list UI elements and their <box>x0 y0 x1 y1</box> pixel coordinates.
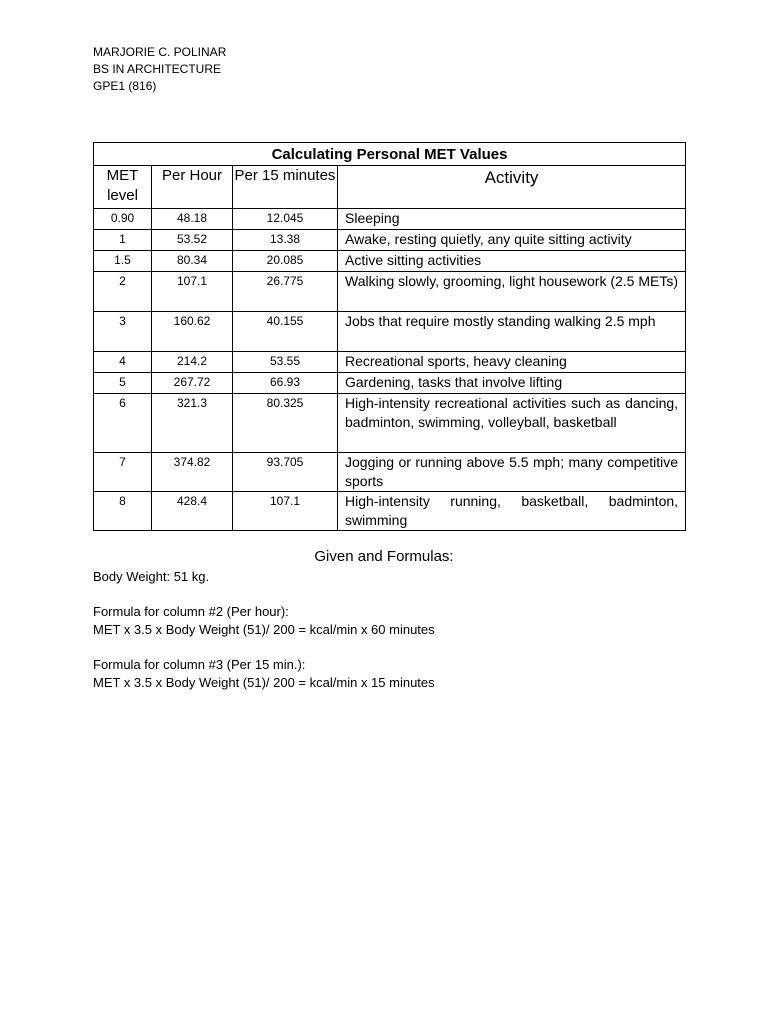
met-level-cell: 5 <box>94 373 152 394</box>
student-header <box>93 44 226 95</box>
per-15-cell: 13.38 <box>233 230 338 251</box>
per-hour-cell: 321.3 <box>152 394 233 453</box>
formulas-section <box>93 568 435 692</box>
met-values-table <box>93 142 686 531</box>
activity-cell: High-intensity running, basketball, badminton, swimming <box>338 492 686 531</box>
column-header-per-hour: Per Hour <box>152 166 233 209</box>
activity-cell: Recreational sports, heavy cleaning <box>338 352 686 373</box>
met-level-cell: 6 <box>94 394 152 453</box>
activity-cell: Sleeping <box>338 209 686 230</box>
met-level-cell: 1.5 <box>94 251 152 272</box>
per-15-cell: 20.085 <box>233 251 338 272</box>
met-level-cell: 3 <box>94 312 152 352</box>
per-hour-cell: 80.34 <box>152 251 233 272</box>
met-level-cell: 8 <box>94 492 152 531</box>
student-name: MARJORIE C. POLINAR <box>93 45 227 59</box>
activity-cell: Gardening, tasks that involve lifting <box>338 373 686 394</box>
table-row <box>94 312 686 352</box>
per-15-cell: 93.705 <box>233 453 338 492</box>
per-15-cell: 26.775 <box>233 272 338 312</box>
table-title: Calculating Personal MET Values <box>94 143 686 166</box>
formula-2-text: MET x 3.5 x Body Weight (51)/ 200 = kcal/min x 15 minutes <box>93 675 435 690</box>
column-header-met-level: MET level <box>94 166 152 209</box>
met-level-cell: 0.90 <box>94 209 152 230</box>
student-section: GPE1 (816) <box>93 79 157 93</box>
per-hour-cell: 53.52 <box>152 230 233 251</box>
table-row <box>94 394 686 453</box>
table-row <box>94 453 686 492</box>
formula-1-label: Formula for column #2 (Per hour): <box>93 604 289 619</box>
met-level-cell: 1 <box>94 230 152 251</box>
per-hour-cell: 107.1 <box>152 272 233 312</box>
met-level-cell: 7 <box>94 453 152 492</box>
per-15-cell: 53.55 <box>233 352 338 373</box>
activity-cell: High-intensity recreational activities such as dancing, badminton, swimming, volleyball, basketball <box>338 394 686 453</box>
table-row <box>94 251 686 272</box>
per-15-cell: 80.325 <box>233 394 338 453</box>
per-hour-cell: 374.82 <box>152 453 233 492</box>
body-weight-text: Body Weight: 51 kg. <box>93 569 210 584</box>
per-15-cell: 40.155 <box>233 312 338 352</box>
given-heading: Given and Formulas: <box>314 548 454 565</box>
table-row <box>94 230 686 251</box>
table-row <box>94 373 686 394</box>
table-row <box>94 352 686 373</box>
per-15-cell: 66.93 <box>233 373 338 394</box>
formula-2-label: Formula for column #3 (Per 15 min.): <box>93 657 306 672</box>
student-course: BS IN ARCHITECTURE <box>93 62 222 76</box>
activity-cell: Jogging or running above 5.5 mph; many competitive sports <box>338 453 686 492</box>
per-hour-cell: 428.4 <box>152 492 233 531</box>
per-hour-cell: 160.62 <box>152 312 233 352</box>
per-hour-cell: 214.2 <box>152 352 233 373</box>
activity-cell: Jobs that require mostly standing walking 2.5 mph <box>338 312 686 352</box>
activity-cell: Active sitting activities <box>338 251 686 272</box>
per-15-cell: 107.1 <box>233 492 338 531</box>
column-header-activity: Activity <box>338 166 686 209</box>
per-hour-cell: 267.72 <box>152 373 233 394</box>
met-level-cell: 4 <box>94 352 152 373</box>
formula-1-text: MET x 3.5 x Body Weight (51)/ 200 = kcal/min x 60 minutes <box>93 622 435 637</box>
activity-cell: Awake, resting quietly, any quite sitting activity <box>338 230 686 251</box>
per-hour-cell: 48.18 <box>152 209 233 230</box>
table-row <box>94 272 686 312</box>
column-header-per-15-minutes: Per 15 minutes <box>233 166 338 209</box>
table-row <box>94 209 686 230</box>
per-15-cell: 12.045 <box>233 209 338 230</box>
met-level-cell: 2 <box>94 272 152 312</box>
activity-cell: Walking slowly, grooming, light housework (2.5 METs) <box>338 272 686 312</box>
table-row <box>94 492 686 531</box>
